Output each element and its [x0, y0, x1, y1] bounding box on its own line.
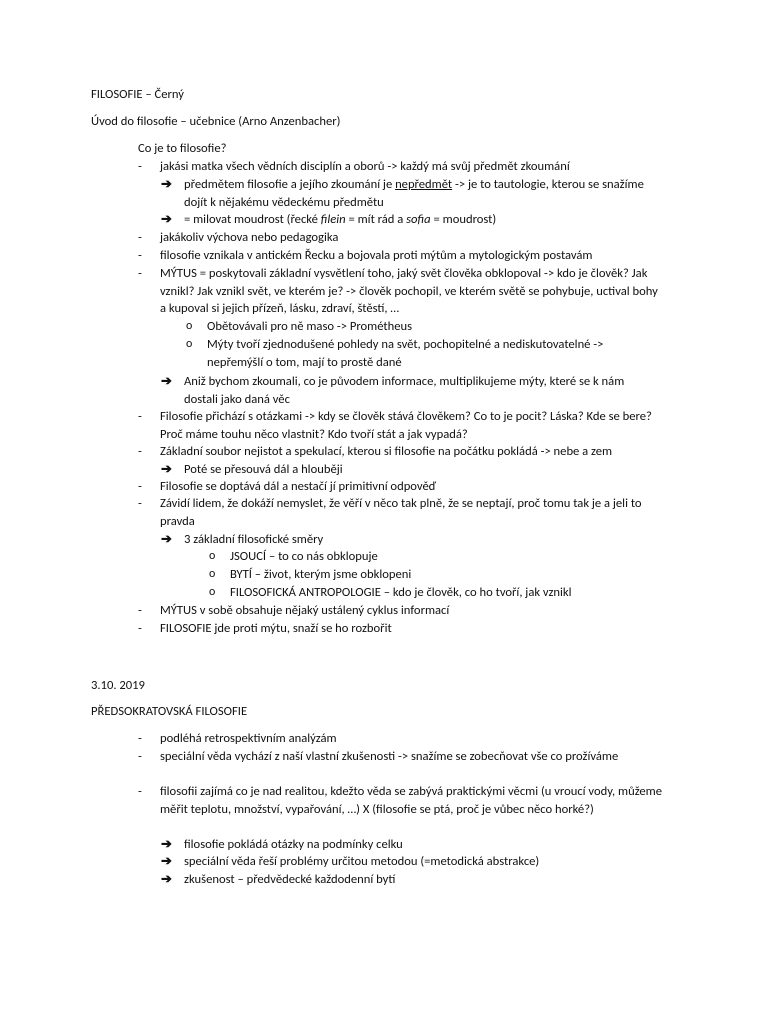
- circle-bullet: o: [209, 585, 216, 599]
- arrow-icon: ➔: [161, 872, 172, 887]
- list-item: - speciální věda vychází z naší vlastní zkušenosti -> snažíme se zobecňovat vše co prožíváme: [138, 749, 619, 764]
- circle-bullet: o: [209, 549, 216, 563]
- list-item: - Základní soubor nejistot a spekulací, kterou si filosofie na počátku pokládá -> nebe a zem: [138, 444, 613, 459]
- arrow-icon: ➔: [161, 854, 172, 869]
- sub-list-item: o Mýty tvoří zjednodušené pohledy na svět, pochopitelné a nediskutovatelné -> nepřemýšlí o tom, mají to prostě dané: [186, 337, 604, 370]
- dash-bullet: -: [138, 749, 142, 764]
- sub-list-item: o BYTÍ – život, kterým jsme obklopeni: [209, 567, 412, 582]
- arrow-icon: ➔: [161, 837, 172, 852]
- list-item: - jakási matka všech vědních disciplín a oborů -> každý má svůj předmět zkoumání: [138, 159, 570, 174]
- dash-bullet: -: [138, 603, 142, 618]
- list-item: - Filosofie se doptává dál a nestačí jí primitivní odpověď: [138, 479, 436, 494]
- section-heading: PŘEDSOKRATOVSKÁ FILOSOFIE: [91, 704, 248, 719]
- italic-term: sofia: [406, 212, 431, 227]
- sub-list-item: o Obětovávali pro ně maso -> Prométheus: [186, 319, 413, 334]
- arrow-icon: ➔: [161, 374, 172, 389]
- list-item: - filosofii zajímá co je nad realitou, kdežto věda se zabývá praktickými věcmi (u vroucí vody, můžeme měřit teplotu, množství, vypařování, …) X (filosofie se ptá, proč je vůbec něco horké?): [138, 784, 663, 817]
- dash-bullet: -: [138, 496, 142, 511]
- circle-bullet: o: [209, 567, 216, 581]
- dash-bullet: -: [138, 621, 142, 636]
- sub-list-item: o JSOUCÍ – to co nás obklopuje: [209, 549, 378, 564]
- list-item: - FILOSOFIE jde proti mýtu, snaží se ho rozbořit: [138, 621, 392, 636]
- dash-bullet: -: [138, 479, 142, 494]
- dash-bullet: -: [138, 731, 142, 746]
- section-date: 3.10. 2019: [91, 678, 145, 693]
- dash-bullet: -: [138, 159, 142, 174]
- list-item: - Závidí lidem, že dokáží nemyslet, že věří v něco tak plně, že se neptají, proč tomu tak je a jeli to pravda: [138, 496, 642, 529]
- dash-bullet: -: [138, 266, 142, 281]
- list-item: - podléhá retrospektivním analýzám: [138, 731, 337, 746]
- sub-list-item: o FILOSOFICKÁ ANTROPOLOGIE – kdo je člověk, co ho tvoří, jak vznikl: [209, 585, 572, 600]
- arrow-list-item: ➔ = milovat moudrost (řecké filein = mít rád a sofia = moudrost): [161, 212, 497, 227]
- dash-bullet: -: [138, 444, 142, 459]
- circle-bullet: o: [186, 319, 193, 333]
- dash-bullet: -: [138, 230, 142, 245]
- circle-bullet: o: [186, 337, 193, 351]
- arrow-list-item: ➔ 3 základní filosofické směry: [161, 532, 324, 547]
- list-item: - filosofie vznikala v antickém Řecku a bojovala proti mýtům a mytologickým postavám: [138, 248, 593, 263]
- list-item: - MÝTUS v sobě obsahuje nějaký ustálený cyklus informací: [138, 603, 450, 618]
- arrow-list-item: ➔ Aniž bychom zkoumali, co je původem informace, multiplikujeme mýty, které se k nám dostali jako daná věc: [161, 374, 625, 407]
- underlined-term: nepředmět: [395, 177, 453, 192]
- dash-bullet: -: [138, 248, 142, 263]
- arrow-icon: ➔: [161, 212, 172, 227]
- list-item: - jakákoliv výchova nebo pedagogika: [138, 230, 339, 245]
- arrow-list-item: ➔ filosofie pokládá otázky na podmínky celku: [161, 837, 403, 852]
- arrow-icon: ➔: [161, 462, 172, 477]
- dash-bullet: -: [138, 409, 142, 424]
- document-title: FILOSOFIE – Černý: [91, 87, 184, 102]
- dash-bullet: -: [138, 784, 142, 799]
- arrow-list-item: ➔ Poté se přesouvá dál a hlouběji: [161, 462, 343, 477]
- arrow-icon: ➔: [161, 177, 172, 192]
- arrow-list-item: ➔ zkušenost – předvědecké každodenní bytí: [161, 872, 396, 887]
- arrow-list-item: ➔ speciální věda řeší problémy určitou metodou (=metodická abstrakce): [161, 854, 540, 869]
- italic-term: filein: [320, 212, 346, 227]
- arrow-list-item: ➔ předmětem filosofie a jejího zkoumání je nepředmět -> je to tautologie, kterou se snažíme dojít k nějakému vědeckému předmětu: [161, 177, 644, 210]
- list-item: - Filosofie přichází s otázkami -> kdy se člověk stává člověkem? Co to je pocit? Láska? Kde se bere? Proč máme touhu něco vlastnit? Kdo tvoří stát a jak vypadá?: [138, 409, 652, 442]
- arrow-icon: ➔: [161, 532, 172, 547]
- list-item: - MÝTUS = poskytovali základní vysvětlení toho, jaký svět člověka obklopoval -> kdo je člověk? Jak vznikl? Jak vznikl svět, ve kterém je? -> člověk pochopil, ve kterém světě se pohybuje, uctival bohy a kupoval si jejich přízeň, lásku, zdraví, štěstí, …: [138, 266, 658, 317]
- section-heading: Co je to filosofie?: [138, 141, 227, 156]
- document-subtitle: Úvod do filosofie – učebnice (Arno Anzenbacher): [91, 114, 341, 129]
